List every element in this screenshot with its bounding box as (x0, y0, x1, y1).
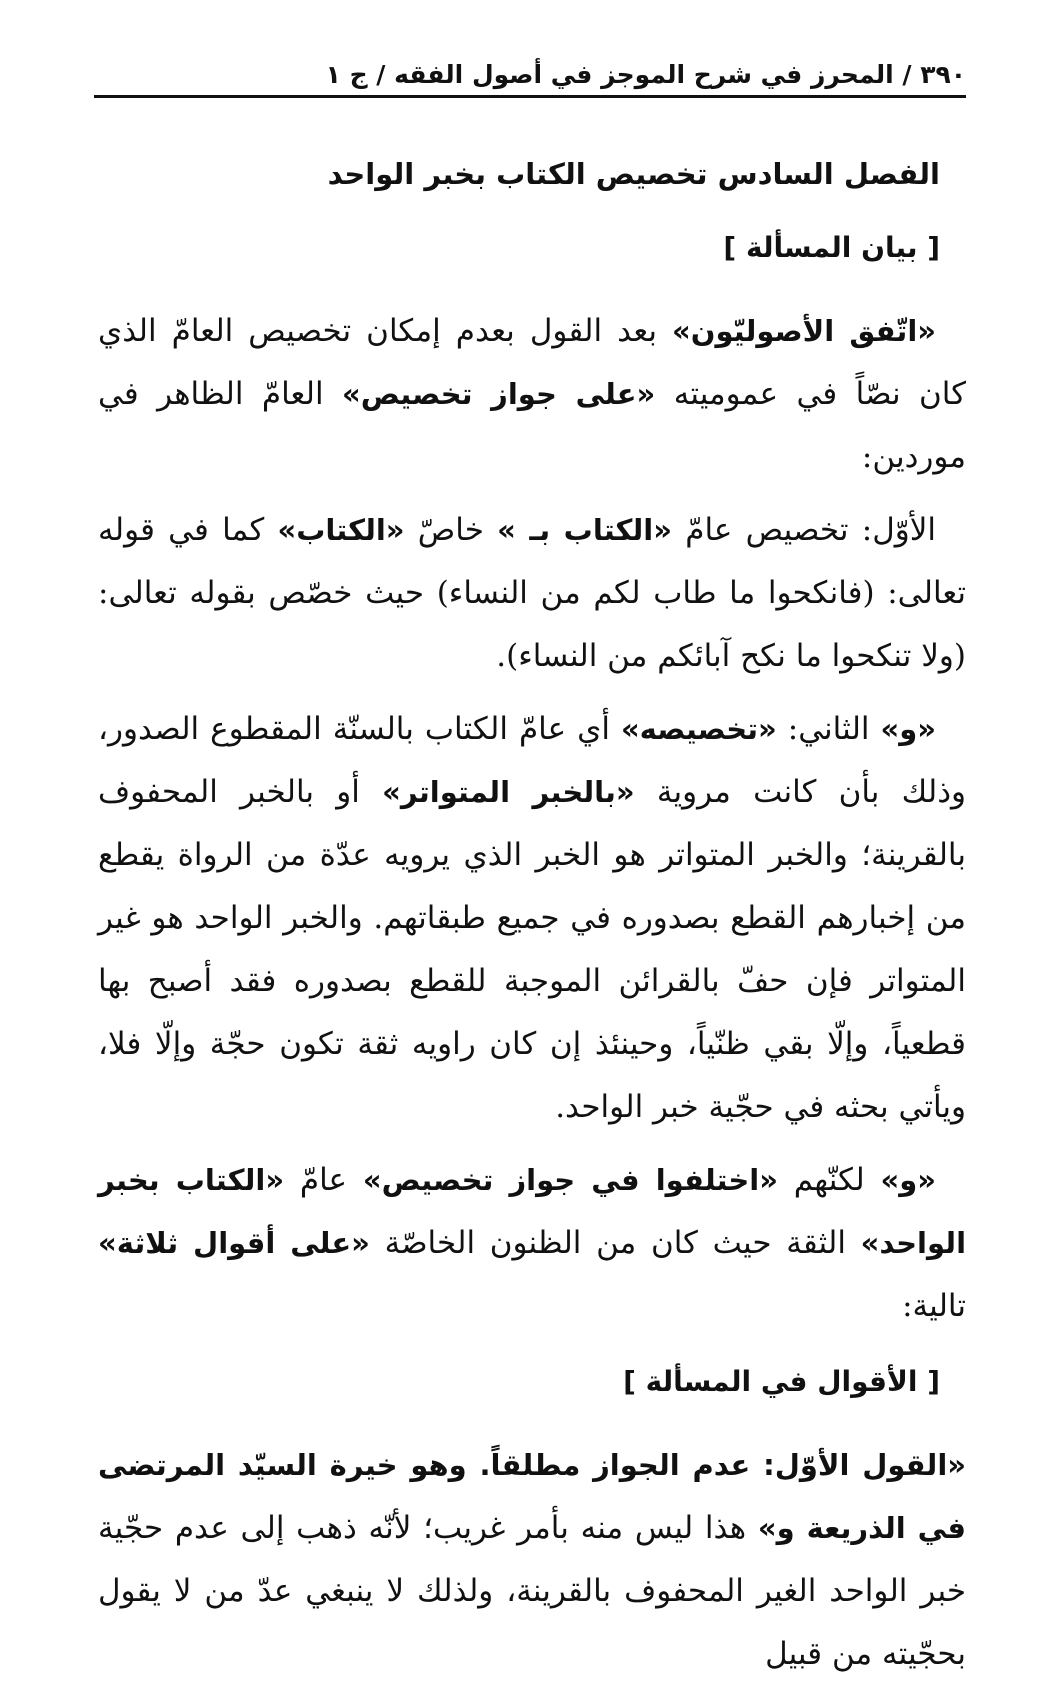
section-heading: [ الأقوال في المسألة ] (623, 1365, 940, 1398)
body-text: الأوّل: تخصيص عامّ (671, 512, 936, 548)
body-text: هذا ليس منه بأمر غريب؛ لأنّه ذهب إلى عدم حجّية خبر الواحد الغير المحفوف بالقرينة، ولذلك لا ينبغي عدّ من لا يقول بحجّيته من قبيل (98, 1510, 966, 1672)
emphasized-text: «الكتاب بـ » (497, 513, 672, 547)
paragraph (98, 499, 966, 688)
body-text: الثقة حيث كان من الظنون الخاصّة (369, 1225, 861, 1261)
page-body (98, 148, 966, 1696)
emphasized-text: «اتّفق الأصوليّون» (672, 314, 936, 348)
emphasized-text: «على جواز تخصيص» (342, 377, 656, 411)
emphasized-text: «الكتاب بخبر الواحد» (98, 1163, 967, 1260)
paragraph (98, 1149, 966, 1338)
emphasized-text: «اختلفوا في جواز تخصيص» (362, 1163, 778, 1197)
body-text: العامّ الظاهر في موردين: (98, 376, 966, 475)
paragraph (98, 698, 966, 1139)
emphasized-text: «القول الأوّل: عدم الجواز مطلقاً. وهو خيرة السيّد المرتضى في الذريعة و» (98, 1448, 966, 1545)
body-text: كما في قوله تعالى: (فانكحوا ما طاب لكم من النساء) حيث خصّص بقوله تعالى: (ولا تنكحوا ما نكح آبائكم من النساء). (98, 512, 966, 674)
body-text: خاصّ (404, 512, 498, 548)
emphasized-text: «و» (880, 1163, 936, 1197)
chapter-title: الفصل السادس تخصيص الكتاب بخبر الواحد (327, 157, 940, 191)
paragraph (98, 1434, 966, 1686)
paragraph (98, 300, 966, 489)
emphasized-text: «و» (880, 712, 936, 746)
body-text: عامّ (284, 1162, 363, 1198)
section-heading: [ بيان المسألة ] (723, 231, 940, 264)
emphasized-text: «تخصيصه» (620, 712, 777, 746)
running-header: ٣٩٠ / المحرز في شرح الموجز في أصول الفقه / ج ١ (94, 60, 966, 98)
emphasized-text: «على أقوال ثلاثة» (98, 1226, 370, 1260)
emphasized-text: «الكتاب» (277, 513, 405, 547)
body-text: لكنّهم (777, 1162, 881, 1198)
body-text: تالية: (902, 1288, 966, 1324)
body-text: أو بالخبر المحفوف بالقرينة؛ والخبر المتواتر هو الخبر الذي يرويه عدّة من الرواة يقطع من إخبارهم القطع بصدوره في جميع طبقاتهم. والخبر الواحد هو غير المتواتر فإن حفّ بالقرائن الموجبة للقطع بصدوره فقد أصبح بها قطعياً، وإلّا بقي ظنّياً، وحينئذ إن كان راويه ثقة تكون حجّة وإلّا فلا، ويأتي بحثه في حجّية خبر الواحد. (98, 774, 966, 1125)
body-text: بعد القول بعدم إمكان تخصيص العامّ الذي كان نصّاً في عموميته (98, 313, 966, 412)
body-text: أي عامّ الكتاب بالسنّة المقطوع الصدور، وذلك بأن كانت مروية (98, 711, 966, 810)
emphasized-text: «بالخبر المتواتر» (382, 775, 635, 809)
body-text: الثاني: (776, 711, 881, 747)
